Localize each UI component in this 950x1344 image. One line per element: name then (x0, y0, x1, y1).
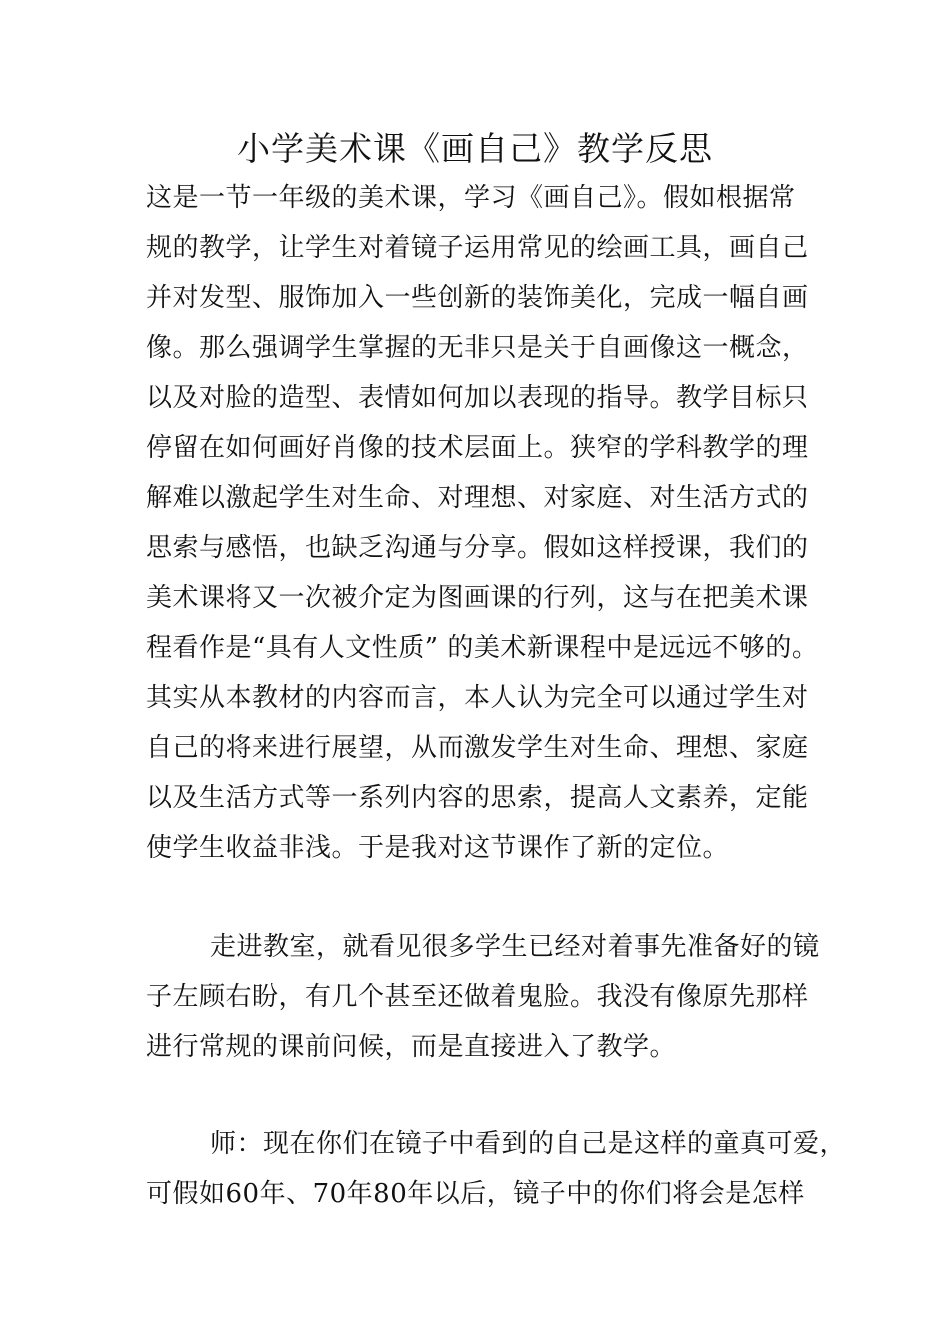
paragraph-1-line-8: 思索与感悟，也缺乏沟通与分享。假如这样授课，我们的 (146, 533, 809, 563)
paragraph-1-line-1: 这是一节一年级的美术课，学习《画自己》。假如根据常 (146, 183, 796, 213)
paragraph-1-line-3: 并对发型、服饰加入一些创新的装饰美化，完成一幅自画 (146, 283, 809, 313)
paragraph-1-line-13: 以及生活方式等一系列内容的思索，提高人文素养，定能 (146, 783, 809, 813)
paragraph-3-line-1: 师：现在你们在镜子中看到的自己是这样的童真可爱， (210, 1129, 847, 1159)
paragraph-1-line-5: 以及对脸的造型、表情如何加以表现的指导。教学目标只 (146, 383, 809, 413)
paragraph-1-line-7: 解难以激起学生对生命、对理想、对家庭、对生活方式的 (146, 483, 809, 513)
document-title: 小学美术课《画自己》教学反思 (237, 129, 713, 168)
paragraph-2-line-3: 进行常规的课前问候，而是直接进入了教学。 (146, 1032, 677, 1062)
paragraph-1-line-4: 像。那么强调学生掌握的无非只是关于自画像这一概念， (146, 333, 809, 363)
paragraph-1-line-14: 使学生收益非浅。于是我对这节课作了新的定位。 (146, 833, 730, 863)
paragraph-2-line-2: 子左顾右盼，有几个甚至还做着鬼脸。我没有像原先那样 (146, 982, 809, 1012)
paragraph-1-line-6: 停留在如何画好肖像的技术层面上。狭窄的学科教学的理 (146, 433, 809, 463)
paragraph-1-line-11: 其实从本教材的内容而言，本人认为完全可以通过学生对 (146, 683, 809, 713)
paragraph-1-line-10: 程看作是“具有人文性质” 的美术新课程中是远远不够的。 (146, 633, 819, 663)
paragraph-1-line-9: 美术课将又一次被介定为图画课的行列，这与在把美术课 (146, 583, 809, 613)
paragraph-1-line-12: 自己的将来进行展望，从而激发学生对生命、理想、家庭 (146, 733, 809, 763)
paragraph-1-line-2: 规的教学，让学生对着镜子运用常见的绘画工具，画自己 (146, 233, 809, 263)
paragraph-2-line-1: 走进教室，就看见很多学生已经对着事先准备好的镜 (210, 932, 820, 962)
paragraph-3-line-2: 可假如60年、70年80年以后，镜子中的你们将会是怎样 (146, 1179, 805, 1209)
